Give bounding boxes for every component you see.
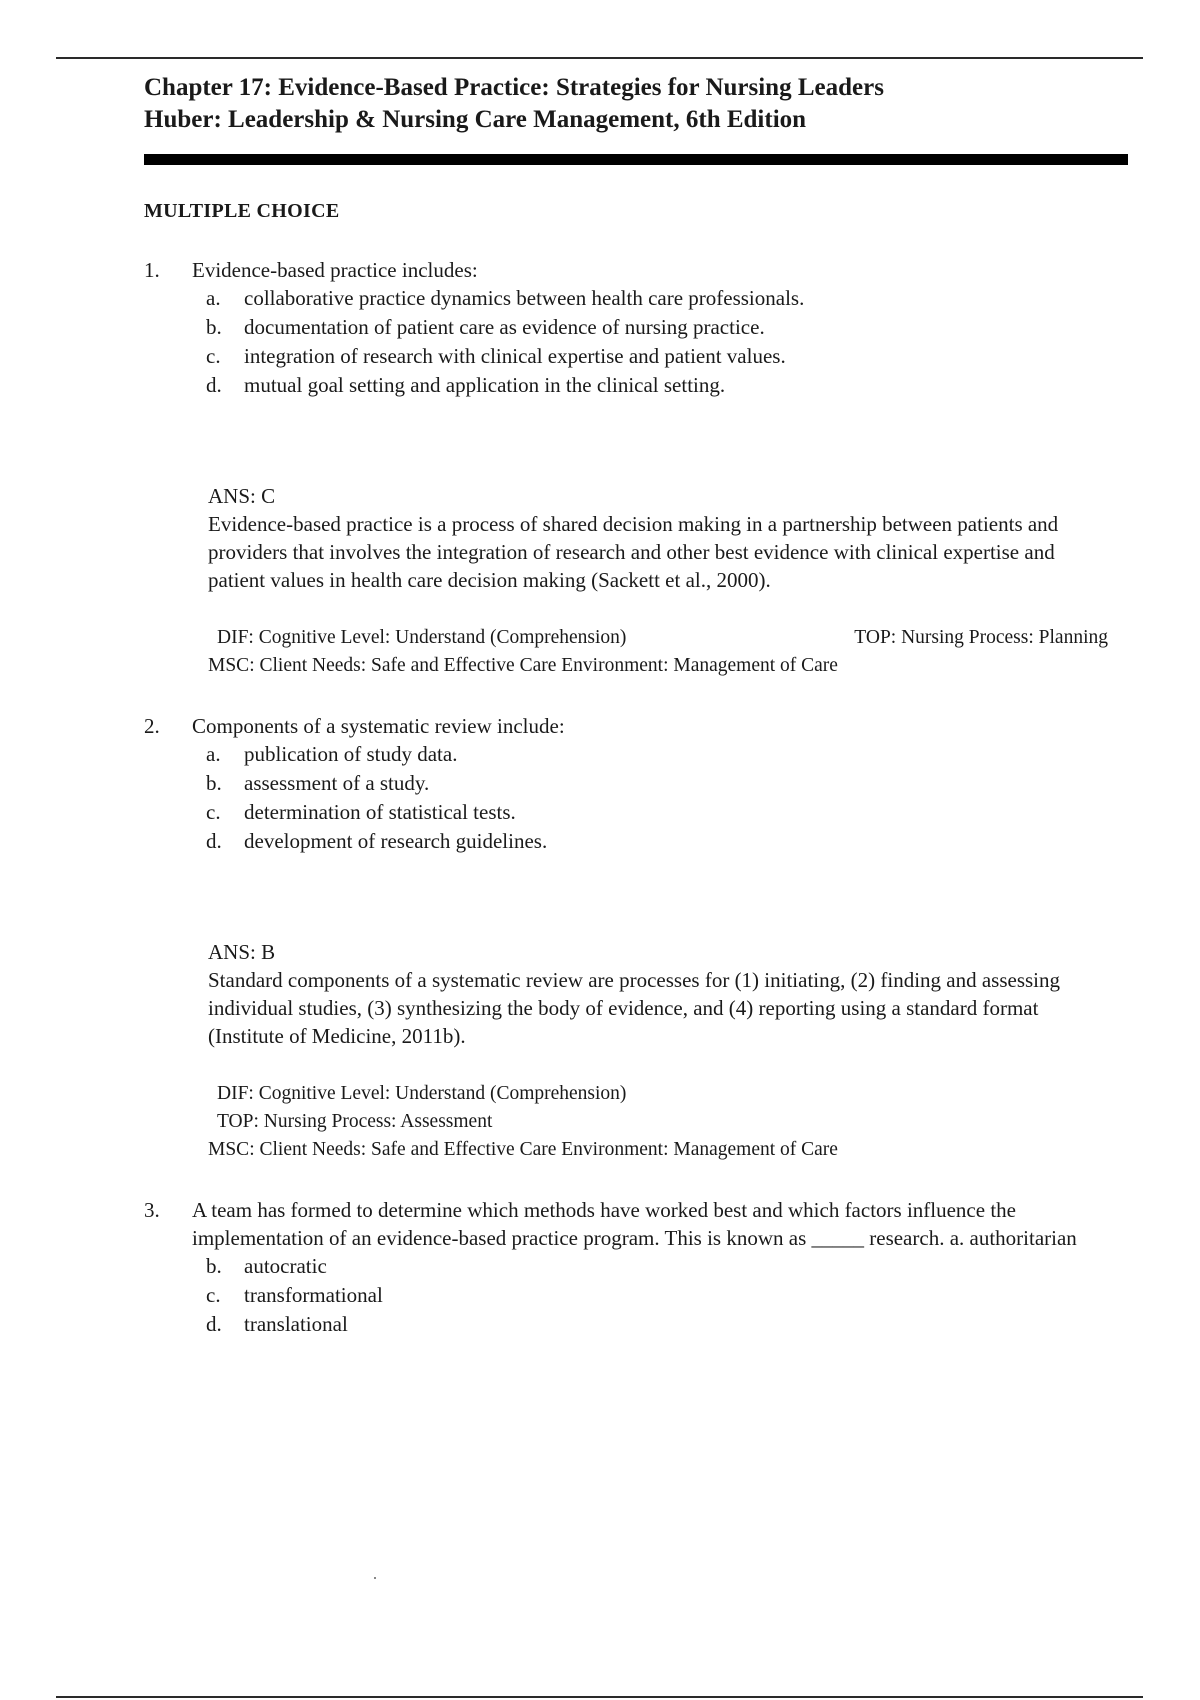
answer-option xyxy=(144,798,1134,827)
option-text: documentation of patient care as evidence of nursing practice. xyxy=(244,315,765,339)
option-text: autocratic xyxy=(244,1254,327,1278)
option-text: translational xyxy=(244,1312,348,1336)
answer-key: ANS: C xyxy=(208,484,276,508)
answer-option xyxy=(144,313,1134,342)
answer-option xyxy=(144,371,1134,400)
option-text: assessment of a study. xyxy=(244,771,430,795)
question-number: 2. xyxy=(144,714,160,738)
question-1 xyxy=(144,256,1134,400)
bottom-rule xyxy=(56,1696,1143,1698)
section-heading: MULTIPLE CHOICE xyxy=(144,200,340,222)
document-title xyxy=(144,72,1134,136)
top-rule xyxy=(56,57,1143,59)
option-text: development of research guidelines. xyxy=(244,829,548,853)
option-text: collaborative practice dynamics between health care professionals. xyxy=(244,286,805,310)
question-number: 1. xyxy=(144,258,160,282)
question-2 xyxy=(144,712,1134,856)
chapter-title: Chapter 17: Evidence-Based Practice: Strategies for Nursing Leaders xyxy=(144,74,884,101)
question-stem: A team has formed to determine which methods have worked best and which factors influence the implementation of an evidence-based practice program. This is known as _____ research. a. authoritarian xyxy=(192,1198,1077,1250)
meta-block-1 xyxy=(208,624,1108,680)
option-text: integration of research with clinical expertise and patient values. xyxy=(244,344,786,368)
option-letter: c. xyxy=(206,344,221,368)
option-text: transformational xyxy=(244,1283,383,1307)
option-letter: b. xyxy=(206,771,222,795)
title-divider xyxy=(144,154,1128,165)
client-needs: MSC: Client Needs: Safe and Effective Care Environment: Management of Care xyxy=(208,655,838,676)
answer-option xyxy=(144,1281,1134,1310)
topic: TOP: Nursing Process: Assessment xyxy=(217,1111,493,1132)
answer-option xyxy=(144,769,1134,798)
rationale: Standard components of a systematic review are processes for (1) initiating, (2) finding and assessing individual studies, (3) synthesizing the body of evidence, and (4) reporting using a standard format (Institute of Medicine, 2011b). xyxy=(208,968,1061,1048)
client-needs: MSC: Client Needs: Safe and Effective Care Environment: Management of Care xyxy=(208,1139,838,1160)
difficulty: DIF: Cognitive Level: Understand (Comprehension) xyxy=(217,1083,627,1104)
difficulty: DIF: Cognitive Level: Understand (Comprehension) xyxy=(217,627,627,648)
answer-key: ANS: B xyxy=(208,940,276,964)
topic: TOP: Nursing Process: Planning xyxy=(854,627,1108,648)
option-letter: b. xyxy=(206,1254,222,1278)
option-letter: c. xyxy=(206,800,221,824)
option-letter: d. xyxy=(206,1312,222,1336)
question-3 xyxy=(144,1196,1134,1339)
option-letter: d. xyxy=(206,829,222,853)
question-number: 3. xyxy=(144,1198,160,1222)
stray-mark xyxy=(374,1577,376,1579)
rationale: Evidence-based practice is a process of shared decision making in a partnership between patients and providers that involves the integration of research and other best evidence with clinical expertise and patient values in health care decision making (Sackett et al., 2000). xyxy=(208,512,1059,592)
option-letter: b. xyxy=(206,315,222,339)
option-letter: d. xyxy=(206,373,222,397)
option-letter: a. xyxy=(206,286,221,310)
answer-option xyxy=(144,740,1134,769)
question-stem: Evidence-based practice includes: xyxy=(192,258,478,282)
option-text: mutual goal setting and application in the clinical setting. xyxy=(244,373,726,397)
answer-option xyxy=(144,827,1134,856)
answer-block-1 xyxy=(208,482,1113,594)
option-text: determination of statistical tests. xyxy=(244,800,516,824)
answer-option xyxy=(144,284,1134,313)
question-stem: Components of a systematic review include: xyxy=(192,714,565,738)
answer-option xyxy=(144,1252,1134,1281)
answer-option xyxy=(144,1310,1134,1339)
answer-option xyxy=(144,342,1134,371)
option-letter: c. xyxy=(206,1283,221,1307)
book-title: Huber: Leadership & Nursing Care Management, 6th Edition xyxy=(144,106,807,133)
answer-block-2 xyxy=(208,938,1113,1050)
option-text: publication of study data. xyxy=(244,742,458,766)
meta-block-2 xyxy=(208,1080,1108,1164)
option-letter: a. xyxy=(206,742,221,766)
